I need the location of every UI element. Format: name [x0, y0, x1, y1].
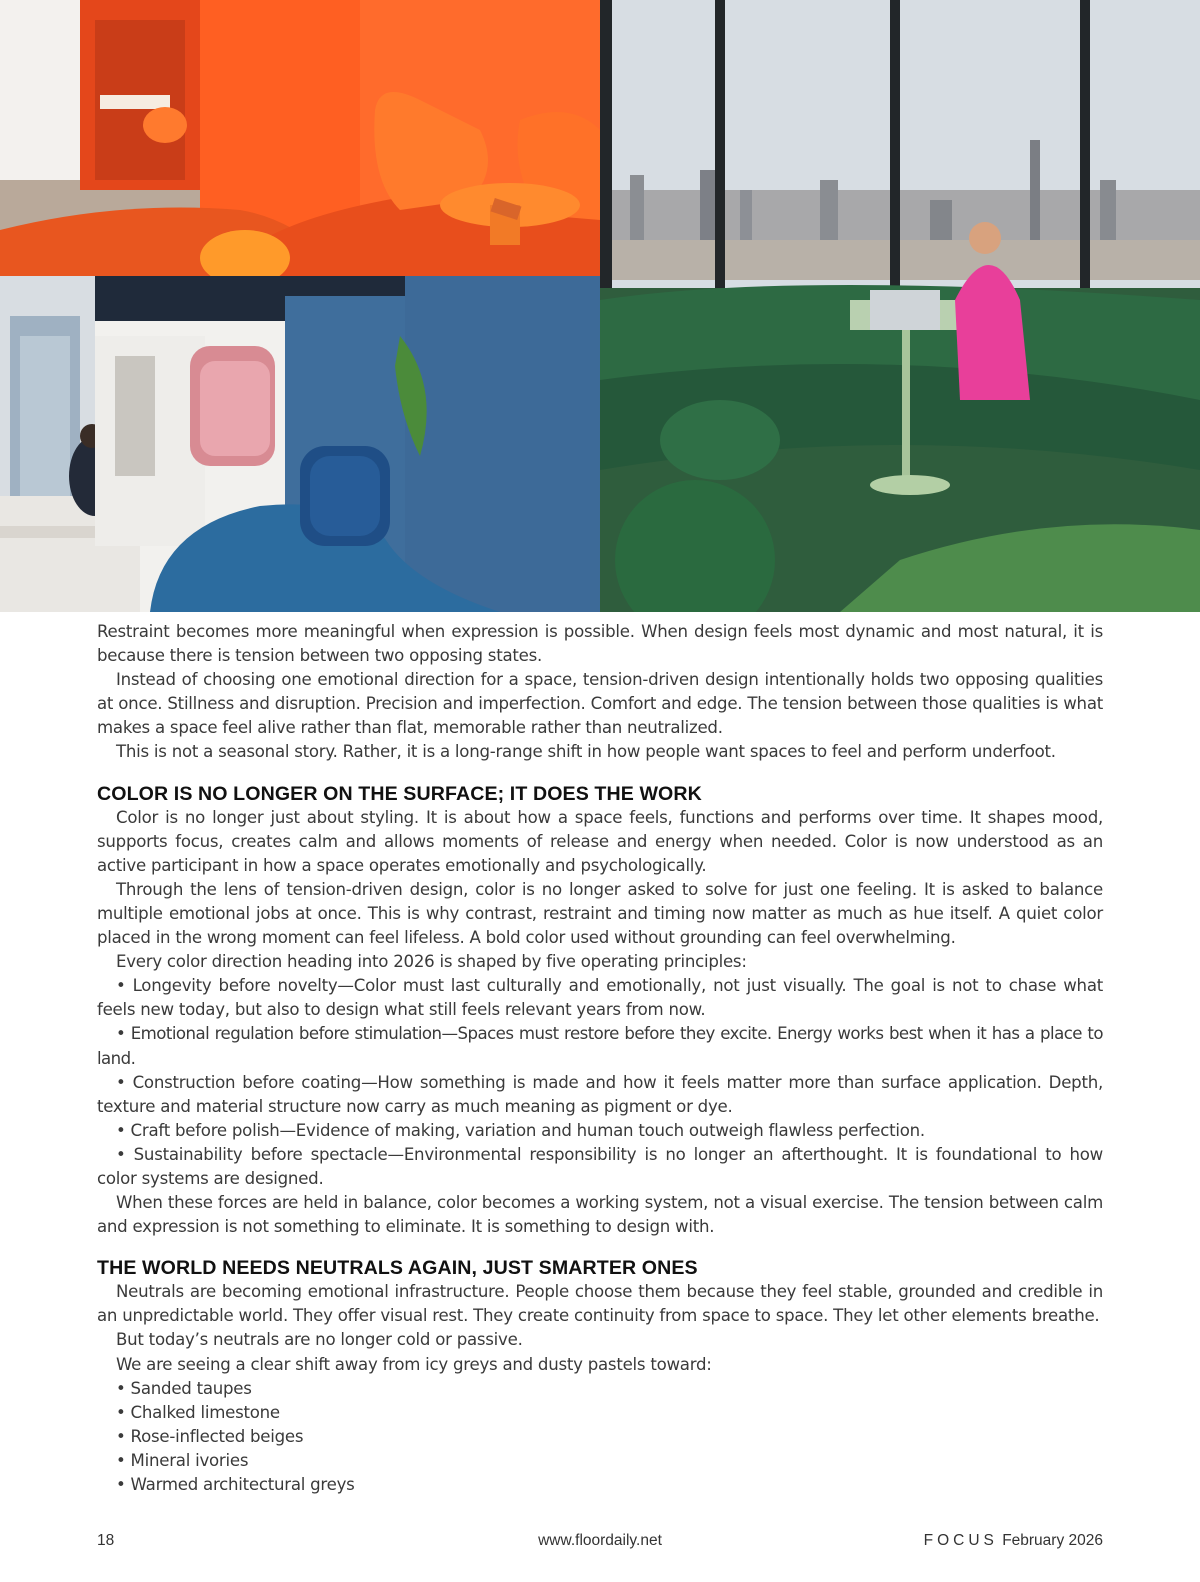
issue-date: February 2026 [1002, 1532, 1103, 1549]
intro-paragraph-1: Restraint becomes more meaningful when expression is possible. When design feels most dynamic and most natural, it is because there is tension between two opposing states. [97, 622, 1103, 666]
color-closing-paragraph: When these forces are held in balance, color becomes a working system, not a visual exercise. The tension between calm and expression is not something to eliminate. It is something to design with. [97, 1193, 1103, 1237]
neutrals-paragraph-1: Neutrals are becoming emotional infrastructure. People choose them because they feel stable, grounded and credible in an unpredictable world. They offer visual rest. They create continuity from space to space. They let other elements breathe. [97, 1282, 1103, 1326]
page-number: 18 [97, 1532, 115, 1549]
neutral-list-item: • Warmed architectural greys [116, 1475, 355, 1494]
neutral-list-item: • Rose-inflected beiges [116, 1426, 304, 1446]
principle-item: • Emotional regulation before stimulation—Spaces must restore before they excite. Energy works best when it has a place to land. [97, 1024, 1103, 1068]
neutrals-list [97, 1377, 1103, 1497]
website-link[interactable]: www.floordaily.net [538, 1532, 662, 1549]
principle-item: • Craft before polish—Evidence of making, variation and human touch outweigh flawless perfection. [116, 1120, 925, 1140]
principle-item: • Longevity before novelty—Color must last culturally and emotionally, not just visually. The goal is not to chase what feels new today, but also to design what still feels relevant years from now. [97, 976, 1103, 1020]
intro-paragraph-3: This is not a seasonal story. Rather, it is a long-range shift in how people want spaces to feel and perform underfoot. [116, 742, 1056, 762]
neutrals-paragraph-3: We are seeing a clear shift away from icy greys and dusty pastels toward: [116, 1354, 712, 1374]
section-heading-color: COLOR IS NO LONGER ON THE SURFACE; IT DOES THE WORK [97, 782, 702, 805]
principles-list [97, 974, 1103, 1191]
section-heading-neutrals: THE WORLD NEEDS NEUTRALS AGAIN, JUST SMARTER ONES [97, 1257, 698, 1280]
orange-lounge-photo [0, 0, 600, 276]
intro-paragraph-2: Instead of choosing one emotional direction for a space, tension-driven design intentionally holds two opposing qualities at once. Stillness and disruption. Precision and imperfection. Comfort and edge. The tension between those qualities is what makes a space feel alive rather than flat, memorable rather than neutralized. [97, 670, 1103, 738]
issue-label [924, 1532, 1103, 1550]
color-paragraph-1: Color is no longer just about styling. It is about how a space feels, functions and performs over time. It shapes mood, supports focus, creates calm and allows moments of release and energy when needed. Color is now understood as an active participant in how a space operates emotionally and psychologically. [97, 807, 1103, 875]
principle-item: • Construction before coating—How something is made and how it feels matter more than surface application. Depth, texture and material structure now carry as much meaning as pigment or dye. [97, 1072, 1103, 1116]
neutral-list-item: • Chalked limestone [116, 1402, 280, 1422]
neutral-list-item: • Mineral ivories [116, 1450, 249, 1470]
principle-item: • Sustainability before spectacle—Environmental responsibility is no longer an afterthought. It is foundational to how color systems are designed. [97, 1144, 1103, 1188]
page-footer [97, 1532, 1103, 1554]
green-window-lounge-photo [600, 0, 1200, 612]
photo-collage [0, 0, 1200, 612]
article-body [97, 620, 1103, 1497]
color-paragraph-3: Every color direction heading into 2026 is shaped by five operating principles: [116, 952, 747, 972]
color-paragraph-2: Through the lens of tension-driven design, color is no longer asked to solve for just one feeling. It is asked to balance multiple emotional jobs at once. This is why contrast, restraint and timing now matter as much as hue itself. A quiet color placed in the wrong moment can feel lifeless. A bold color used without grounding can feel overwhelming. [97, 879, 1103, 948]
magazine-name: FOCUS [923, 1532, 998, 1549]
blue-corridor-photo [0, 276, 600, 612]
neutrals-paragraph-2: But today’s neutrals are no longer cold or passive. [116, 1330, 523, 1350]
neutral-list-item: • Sanded taupes [116, 1378, 252, 1398]
